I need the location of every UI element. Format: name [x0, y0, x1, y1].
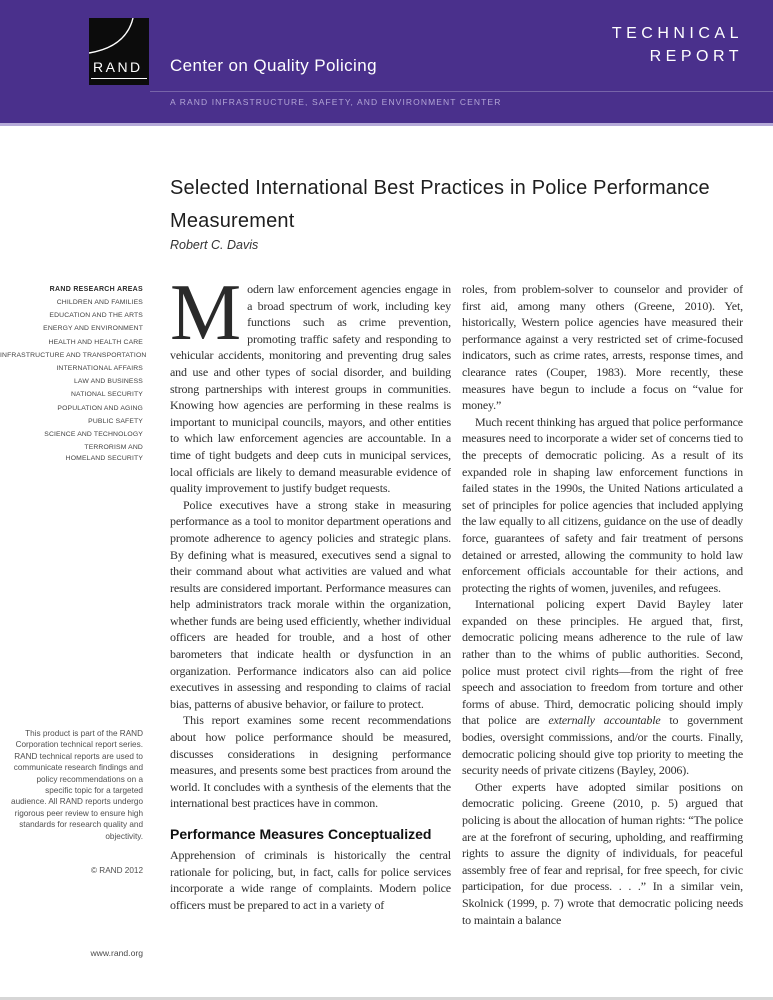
rand-logo-wordmark: RAND — [93, 59, 143, 75]
copyright-note: © RAND 2012 — [91, 866, 143, 875]
header-rule — [150, 91, 773, 92]
report-type-label — [612, 22, 743, 68]
research-area-item: NATIONAL SECURITY — [70, 391, 143, 399]
paragraph: Police executives have a strong stake in measuring performance as a tool to monitor department operations and promote adherence to agency policies and strategic plans. By defining what is measured, executives send a signal to their command about what activities are valued and what results are considered important. Performance measures can help administrators track morale within the organization, whether funds are being used efficiently, whether individual officers are headed for trouble, and a host of other barometers that indicate health or dysfunction in an organization. Performance indicators also can aid police executives in assessing and responding to claims of racial bias, patterns of abusive behavior, or failure to protect. — [170, 497, 451, 711]
paragraph-intro — [170, 281, 451, 497]
header-bottom-strip — [0, 123, 773, 126]
research-area-item: TERRORISM AND HOMELAND SECURITY — [65, 444, 143, 462]
section-heading: Performance Measures Conceptualized — [170, 826, 432, 842]
header-band — [0, 0, 773, 123]
research-area-item: PUBLIC SAFETY — [88, 417, 143, 425]
emphasized-phrase: externally accountable — [548, 713, 661, 728]
paragraph: This report examines some recent recommendations about how police performance should be measured, discusses considerations in designing performance measures, and presents some best practices from around the world. It concludes with a synthesis of the elements that the international best practices have in common. — [170, 713, 451, 811]
paragraph-intro-text: odern law enforcement agencies engage in a broad spectrum of work, including key functions such as crime prevention, promoting traffic safety and responding to vehicular accidents, monitoring and preventing drug sales and use and other types of social disorder, and building strong partnerships with interest groups in communities. Knowing how agencies are performing in these realms is important to municipal councils, mayors, and other entities to which law enforcement agencies are accountable. In a time of tight budgets and deep cuts in municipal services, local officials are likely to demand measurable evidence of quality improvement to justify budget requests. — [170, 282, 451, 496]
research-area-item: LAW AND BUSINESS — [73, 378, 143, 386]
paragraph: Other experts have adopted similar positions on democratic policing. Greene (2010, p. 5) argued that policing is about the allocation of human rights: “The police are at the forefront of securing, upholding, and reaffirming rights to assure the dignity of individuals, for peaceful assembly free of fear and reprisal, for free speech, for civic participation, for due process. . . .” In a similar vein, Skolnick (1999, p. 7) wrote that democratic policing needs to maintain a balance — [462, 779, 743, 927]
rand-logo — [89, 18, 149, 85]
rand-logo-underline — [91, 78, 147, 79]
research-area-item: EDUCATION AND THE ARTS — [49, 312, 143, 320]
research-area-item: HEALTH AND HEALTH CARE — [48, 338, 143, 346]
paragraph — [462, 596, 743, 779]
paragraph-text: to government bodies, oversight commissions, and/or the courts. Finally, democratic policing should give top priority to meeting the security needs of private citizens (Bayley, 2006). — [462, 713, 743, 778]
paragraph: Much recent thinking has argued that police performance measures need to incorporate a wider set of concerns tied to the precepts of democratic policing. As a result of its expanded role in shaping law enforcement functions in failed states in the 1990s, the United Nations articulated a set of principles for police agencies that included applying the law equally to all citizens, guidance on the use of deadly force, guarantees of safety and fair treatment of persons detained or arrested, allowing the community to hold law enforcement officials accountable for their actions, and protecting the rights of women, juveniles, and refugees. — [462, 414, 743, 595]
page-title-line2: Measurement — [170, 210, 295, 232]
paragraph: roles, from problem-solver to counselor and provider of first aid, among many others (Greene, 2010). Yet, historically, Western police agencies have measured their performance against a very restricted set of crime-focused indicators, such as crime rates, arrests, response times, and clearance rates (Couper, 1983). More recently, these measures have begun to include a focus on “value for money.” — [462, 282, 743, 413]
research-area-item: SCIENCE AND TECHNOLOGY — [44, 431, 143, 439]
article-column-1 — [170, 281, 451, 993]
article-column-2 — [462, 281, 743, 993]
website-url: www.rand.org — [90, 948, 143, 958]
report-type-line2: REPORT — [649, 48, 743, 65]
page-title-line1: Selected International Best Practices in Police Performance — [170, 177, 710, 199]
drop-cap: M — [170, 281, 242, 357]
report-type-line1: TECHNICAL — [611, 25, 743, 42]
author-name: Robert C. Davis — [170, 238, 259, 252]
page-title — [170, 172, 773, 238]
center-subtitle: A RAND INFRASTRUCTURE, SAFETY, AND ENVIRONMENT CENTER — [170, 97, 502, 107]
research-areas-heading: RAND RESEARCH AREAS — [49, 286, 143, 293]
research-area-item: ENERGY AND ENVIRONMENT — [43, 325, 143, 333]
research-area-item: CHILDREN AND FAMILIES — [56, 299, 143, 306]
paragraph-text: International policing expert David Bayley later expanded on these principles. He argued that, first, democratic policing means adherence to the rule of law rather than to the whims of public authorities. Second, police must protect civil rights—from the right of free speech and association to freedom from torture and other forms of abuse. Third, democratic policing should imply that police are — [462, 597, 743, 728]
research-area-item: POPULATION AND AGING — [57, 404, 143, 412]
research-area-item: INFRASTRUCTURE AND TRANSPORTATION — [0, 351, 147, 359]
center-name: Center on Quality Policing — [170, 56, 377, 75]
research-areas-list — [0, 283, 147, 465]
paragraph: Apprehension of criminals is historically the central rationale for policing, but, in fact, calls for police services incorporate a wide range of complaints. Modern police officers must be prepared to act in a variety of — [170, 848, 451, 912]
research-area-item: INTERNATIONAL AFFAIRS — [56, 365, 143, 373]
about-series-note: This product is part of the RAND Corporation technical report series. RAND technical reports are used to communicate research findings and policy recommendations on a specific topic for a targeted audience. All RAND reports undergo rigorous peer review to ensure high standards for research quality and objectivity. — [11, 729, 143, 841]
